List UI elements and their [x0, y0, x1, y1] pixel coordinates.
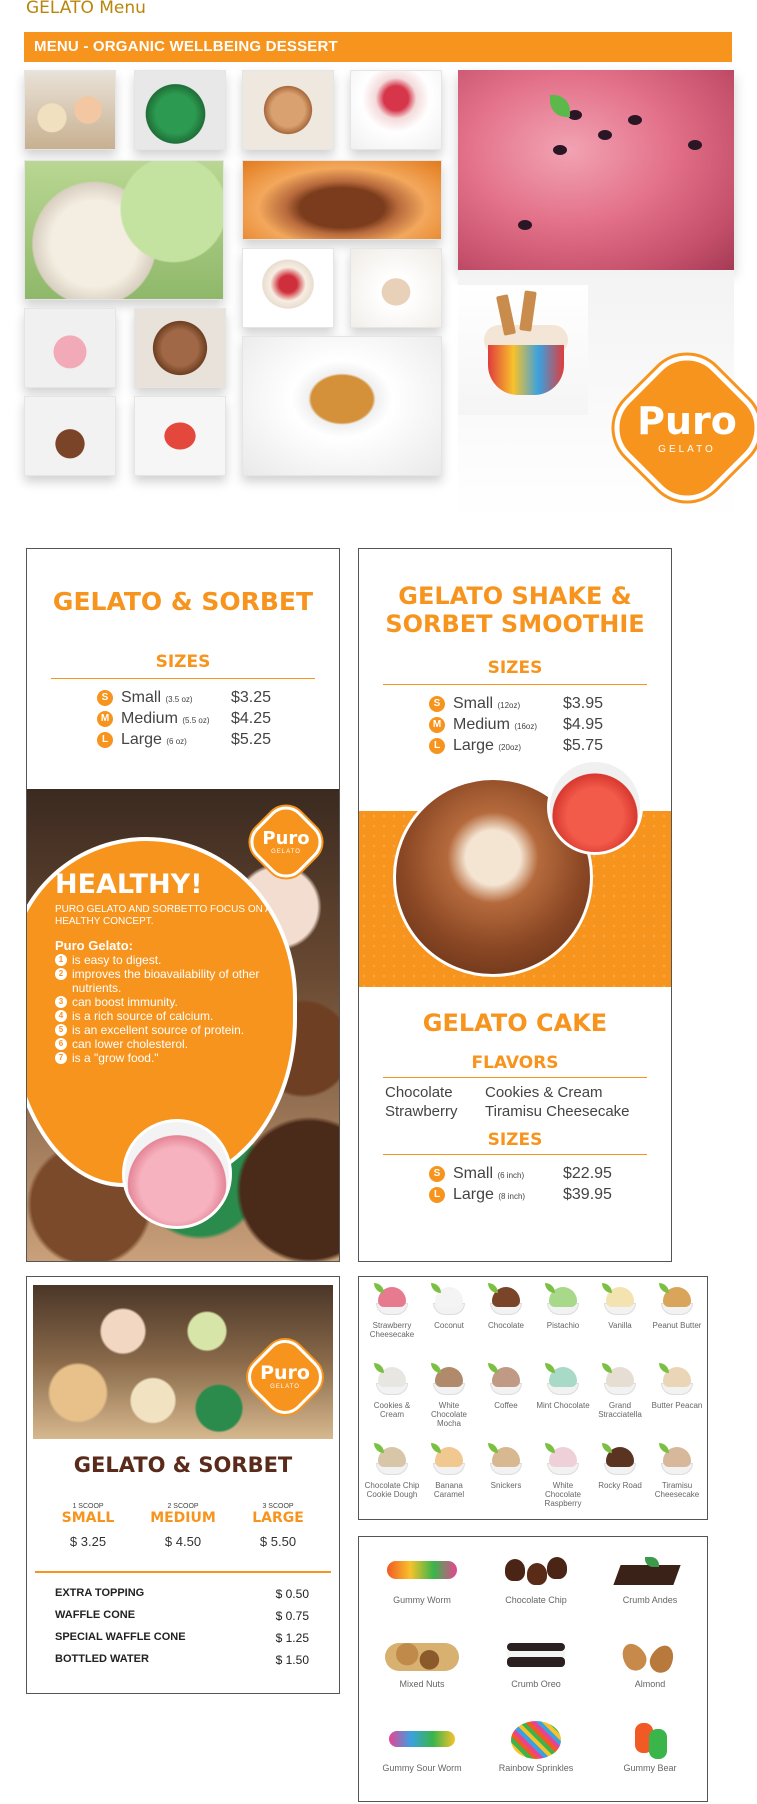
size-row: L Large (6 oz) $5.25 — [97, 729, 339, 750]
benefit-item: 5 is an excellent source of protein. — [55, 1023, 285, 1037]
gelato-scoop-icon — [431, 1363, 467, 1397]
scoop-option: 1 SCOOP SMALL $ 3.25 — [61, 1503, 115, 1549]
sizes-heading: SIZES — [487, 658, 543, 678]
cake-title: GELATO CAKE — [422, 1009, 608, 1037]
photo-strawberry-gelato — [458, 70, 734, 270]
flavor-item: Tiramisu Cheesecake — [485, 1103, 630, 1120]
topping-item — [481, 1633, 591, 1689]
photo-berry-sundae — [350, 70, 442, 150]
menu-banner: MENU - ORGANIC WELLBEING DESSERT — [24, 32, 732, 62]
puro-gelato-logo: Puro GELATO — [598, 339, 757, 517]
mixed-nuts-icon — [367, 1633, 477, 1673]
gelato-scoop-icon — [374, 1283, 410, 1317]
panel-title: GELATO & SORBET — [52, 587, 314, 616]
flavor-name: Grand Stracciatella — [598, 1401, 642, 1419]
chocolate-chip-icon — [481, 1549, 591, 1589]
gummy-sour-worm-icon — [367, 1717, 477, 1757]
healthy-label: Puro Gelato: — [55, 938, 134, 953]
sizes-list — [97, 687, 339, 750]
photo-gelato-cup — [242, 336, 442, 476]
cake-sizes-heading: SIZES — [487, 1130, 543, 1150]
gelato-scoop-icon — [659, 1283, 695, 1317]
gelato-scoop-icon — [431, 1283, 467, 1317]
gelato-scoop-icon — [659, 1363, 695, 1397]
flavor-name: Peanut Butter — [652, 1321, 702, 1330]
photo-chocolate-dessert — [24, 396, 116, 476]
gelato-scoop-icon — [602, 1363, 638, 1397]
flavor-name: Pistachio — [546, 1321, 580, 1330]
flavor-item — [363, 1283, 421, 1339]
flavor-item — [591, 1443, 649, 1490]
topping-name: Chocolate Chip — [505, 1595, 567, 1605]
gelato-scoop-icon — [488, 1363, 524, 1397]
extra-row: SPECIAL WAFFLE CONE $ 1.25 — [55, 1631, 309, 1645]
photo-mint-chocolate — [134, 70, 226, 150]
flavor-name: Chocolate Chip Cookie Dough — [364, 1481, 420, 1499]
topping-name: Mixed Nuts — [399, 1679, 445, 1689]
photo-gelato-case — [24, 70, 116, 150]
page-title: GELATO Menu — [26, 0, 146, 18]
topping-item — [481, 1717, 591, 1773]
photo-chocolate-cake — [242, 160, 442, 240]
sorbet-smoothie-image — [547, 759, 643, 855]
flavor-item — [420, 1443, 478, 1499]
gelato-scoop-icon — [431, 1443, 467, 1477]
size-row: S Small (12oz) $3.95 — [429, 693, 671, 714]
topping-item — [595, 1633, 705, 1689]
rainbow-sprinkles-icon — [481, 1717, 591, 1757]
cake-sizes-list — [429, 1163, 671, 1205]
topping-item — [367, 1549, 477, 1605]
gummy-worm-icon — [367, 1549, 477, 1589]
photo-strawberry-cake — [242, 248, 334, 328]
flavor-item — [591, 1363, 649, 1419]
cake-flavors — [385, 1084, 671, 1120]
photo-pistachio-gift-box — [24, 160, 224, 300]
benefit-item: 4 is a rich source of calcium. — [55, 1009, 285, 1023]
flavor-item — [648, 1363, 706, 1410]
topping-name: Crumb Andes — [622, 1595, 678, 1605]
size-row: M Medium (16oz) $4.95 — [429, 714, 671, 735]
puro-gelato-logo: Puro GELATO — [242, 798, 330, 886]
flavor-name: Mint Chocolate — [536, 1401, 590, 1410]
toppings-panel — [358, 1536, 708, 1802]
crumb-oreo-icon — [481, 1633, 591, 1673]
flavor-item — [363, 1363, 421, 1419]
size-row: L Large (8 inch) $39.95 — [429, 1184, 671, 1205]
benefit-item: 7 is a "grow food." — [55, 1051, 285, 1065]
topping-item — [367, 1717, 477, 1773]
benefit-item: 3 can boost immunity. — [55, 995, 285, 1009]
gelato-scoop-icon — [602, 1443, 638, 1477]
topping-item — [595, 1717, 705, 1773]
benefit-item: 1 is easy to digest. — [55, 953, 285, 967]
flavor-name: White Chocolate Raspberry — [544, 1481, 582, 1508]
gelato-scoop-icon — [374, 1363, 410, 1397]
size-row: M Medium (5.5 oz) $4.25 — [97, 708, 339, 729]
flavor-item — [648, 1283, 706, 1330]
benefit-item: 6 can lower cholesterol. — [55, 1037, 285, 1051]
sizes-list — [429, 693, 671, 756]
flavors-panel — [358, 1276, 708, 1520]
topping-name: Gummy Bear — [623, 1763, 677, 1773]
price-title: GELATO & SORBET — [73, 1453, 293, 1477]
flavor-item — [420, 1363, 478, 1428]
gelato-display-photo — [27, 789, 340, 1261]
healthy-info — [55, 869, 285, 1065]
flavor-name: Chocolate — [487, 1321, 525, 1330]
topping-name: Rainbow Sprinkles — [498, 1763, 574, 1773]
gelato-photo-collage — [24, 70, 744, 525]
photo-wafer-cup — [458, 285, 588, 415]
flavor-item — [477, 1363, 535, 1410]
healthy-title: HEALTHY! — [55, 869, 203, 900]
gelato-price-panel — [26, 1276, 340, 1694]
healthy-subtitle: PURO GELATO AND SORBETTO FOCUS ON A HEALTHY CONCEPT. — [55, 904, 272, 927]
size-row: S Small (6 inch) $22.95 — [429, 1163, 671, 1184]
flavor-name: Vanilla — [608, 1321, 632, 1330]
flavor-item — [363, 1443, 421, 1499]
extra-row: EXTRA TOPPING $ 0.50 — [55, 1587, 309, 1601]
flavor-name: White Chocolate Mocha — [430, 1401, 468, 1428]
flavors-heading: FLAVORS — [471, 1053, 559, 1073]
extra-row: BOTTLED WATER $ 1.50 — [55, 1653, 309, 1667]
topping-item — [595, 1549, 705, 1605]
photo-red-sorbet — [134, 396, 226, 476]
gelato-scoop-icon — [488, 1283, 524, 1317]
flavor-item — [534, 1363, 592, 1410]
flavor-item — [534, 1283, 592, 1330]
topping-item — [481, 1549, 591, 1605]
flavor-name: Cookies & Cream — [373, 1401, 411, 1419]
gelato-scoop-icon — [374, 1443, 410, 1477]
gelato-sorbet-panel — [26, 548, 340, 1262]
flavor-name: Strawberry Cheesecake — [369, 1321, 415, 1339]
flavor-name: Butter Peacan — [651, 1401, 703, 1410]
topping-name: Gummy Worm — [393, 1595, 451, 1605]
gelato-scoop-icon — [545, 1443, 581, 1477]
flavor-item — [591, 1283, 649, 1330]
photo-cookie-gelato — [242, 70, 334, 150]
flavor-name: Snickers — [490, 1481, 522, 1490]
scoop-option: 2 SCOOP MEDIUM $ 4.50 — [150, 1503, 216, 1549]
flavor-item — [648, 1443, 706, 1499]
gelato-scoop-icon — [659, 1443, 695, 1477]
size-row: L Large (20oz) $5.75 — [429, 735, 671, 756]
flavor-item — [477, 1443, 535, 1490]
scoop-option: 3 SCOOP LARGE $ 5.50 — [252, 1503, 304, 1549]
size-row: S Small (3.5 oz) $3.25 — [97, 687, 339, 708]
gummy-bear-icon — [595, 1717, 705, 1757]
strawberry-gelato-image — [122, 1119, 232, 1229]
photo-chocolate-swirls — [134, 308, 226, 388]
topping-item — [367, 1633, 477, 1689]
topping-name: Gummy Sour Worm — [382, 1763, 462, 1773]
flavor-name: Tiramisu Cheesecake — [654, 1481, 700, 1499]
extras-list — [55, 1587, 309, 1675]
gelato-scoop-icon — [545, 1283, 581, 1317]
topping-name: Crumb Oreo — [511, 1679, 561, 1689]
crumb-andes-icon — [595, 1549, 705, 1589]
flavor-item — [534, 1443, 592, 1508]
panel-title-line1: GELATO SHAKE & — [398, 582, 632, 610]
flavor-item: Chocolate — [385, 1084, 453, 1101]
flavor-item: Strawberry — [385, 1103, 458, 1120]
almond-icon — [595, 1633, 705, 1673]
shake-smoothie-cake-panel — [358, 548, 672, 1262]
flavor-item — [477, 1283, 535, 1330]
benefit-item: 2 improves the bioavailability of other nutrients. — [55, 967, 285, 995]
flavor-name: Rocky Road — [598, 1481, 642, 1490]
panel-title-line2: SORBET SMOOTHIE — [385, 610, 645, 638]
scoop-prices — [43, 1503, 323, 1549]
flavor-name: Banana Caramel — [433, 1481, 465, 1499]
puro-gelato-logo: Puro GELATO — [240, 1332, 331, 1423]
flavor-name: Coconut — [434, 1321, 464, 1330]
flavor-item — [420, 1283, 478, 1330]
photo-strawberry-scoop — [24, 308, 116, 388]
flavor-name: Coffee — [494, 1401, 518, 1410]
extra-row: WAFFLE CONE $ 0.75 — [55, 1609, 309, 1623]
gelato-case-photo — [33, 1285, 333, 1439]
gelato-scoop-icon — [602, 1283, 638, 1317]
sizes-heading: SIZES — [155, 652, 211, 672]
gelato-scoop-icon — [545, 1363, 581, 1397]
flavor-item: Cookies & Cream — [485, 1084, 603, 1101]
photo-milkshake — [350, 248, 442, 328]
gelato-scoop-icon — [488, 1443, 524, 1477]
topping-name: Almond — [634, 1679, 666, 1689]
